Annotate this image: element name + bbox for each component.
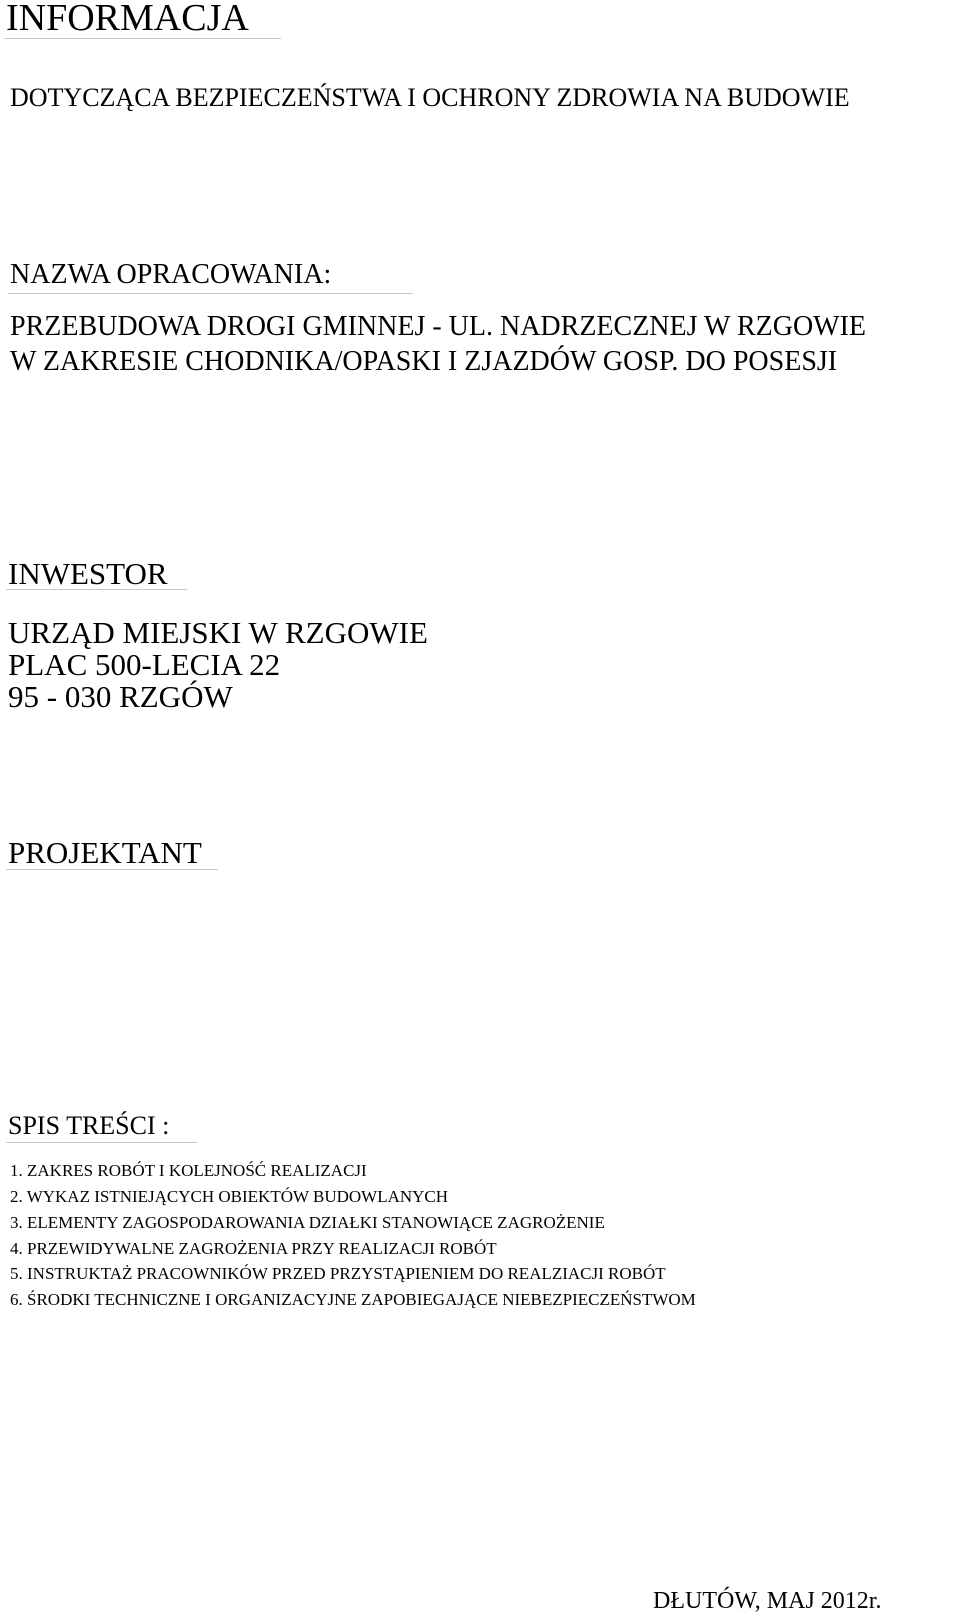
toc-item: 2. WYKAZ ISTNIEJĄCYCH OBIEKTÓW BUDOWLANYCH [10, 1187, 449, 1206]
document-title: INFORMACJA [6, 0, 249, 39]
toc-item: 4. PRZEWIDYWALNE ZAGROŻENIA PRZY REALIZACJI ROBÓT [10, 1239, 497, 1258]
designer-heading: PROJEKTANT [8, 835, 202, 870]
title-underline [4, 38, 281, 39]
toc-item: 6. ŚRODKI TECHNICZNE I ORGANIZACYJNE ZAPOBIEGAJĄCE NIEBEZPIECZEŃSTWOM [10, 1290, 696, 1309]
project-name-heading: NAZWA OPRACOWANIA: [10, 259, 332, 290]
designer-underline [6, 869, 218, 870]
investor-line: PLAC 500-LECIA 22 [8, 647, 281, 682]
toc-item: 1. ZAKRES ROBÓT I KOLEJNOŚĆ REALIZACJI [10, 1161, 367, 1180]
project-name-line: W ZAKRESIE CHODNIKA/OPASKI I ZJAZDÓW GOSP. DO POSESJI [10, 346, 838, 377]
investor-underline [6, 589, 187, 590]
project-name-line: PRZEBUDOWA DROGI GMINNEJ - UL. NADRZECZNEJ W RZGOWIE [10, 311, 867, 342]
investor-heading: INWESTOR [8, 556, 168, 591]
investor-line: 95 - 030 RZGÓW [8, 679, 233, 714]
toc-item: 3. ELEMENTY ZAGOSPODAROWANIA DZIAŁKI STANOWIĄCE ZAGROŻENIE [10, 1213, 605, 1232]
place-and-date: DŁUTÓW, MAJ 2012r. [653, 1588, 882, 1614]
document-subtitle: DOTYCZĄCA BEZPIECZEŃSTWA I OCHRONY ZDROWIA NA BUDOWIE [10, 83, 850, 112]
project-name-underline [8, 293, 413, 294]
investor-line: URZĄD MIEJSKI W RZGOWIE [8, 615, 428, 650]
toc-item: 5. INSTRUKTAŻ PRACOWNIKÓW PRZED PRZYSTĄPIENIEM DO REALZIACJI ROBÓT [10, 1264, 666, 1283]
toc-underline [6, 1142, 197, 1143]
toc-heading: SPIS TREŚCI : [8, 1111, 170, 1140]
